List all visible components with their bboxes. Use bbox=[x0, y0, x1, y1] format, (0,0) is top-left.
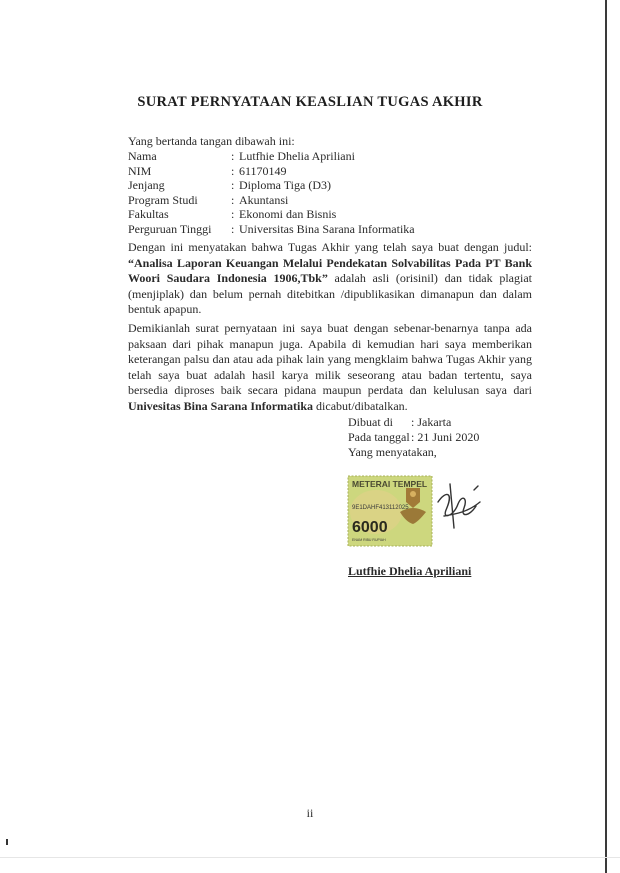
field-row-perguruan-tinggi bbox=[128, 222, 415, 237]
closing-tail: dicabut/dibatalkan. bbox=[316, 398, 408, 413]
date-row bbox=[348, 430, 479, 445]
stamp-serial: 9E1DAHF413112025 bbox=[352, 505, 409, 511]
field-label: Nama bbox=[128, 149, 157, 163]
place-row bbox=[348, 415, 479, 430]
field-separator: : bbox=[231, 178, 235, 193]
field-row-nama bbox=[128, 149, 415, 164]
field-label: Perguruan Tinggi bbox=[128, 221, 212, 236]
field-label: NIM bbox=[128, 163, 152, 178]
field-row-fakultas bbox=[128, 207, 415, 222]
stamp-header: METERAI TEMPEL bbox=[352, 479, 428, 489]
signature-scribble bbox=[438, 484, 480, 528]
field-row-jenjang bbox=[128, 178, 415, 193]
place-label: Dibuat di bbox=[348, 415, 393, 429]
signature-block bbox=[348, 415, 479, 460]
field-label: Program Studi bbox=[128, 192, 198, 207]
stamp-and-signature bbox=[346, 472, 486, 552]
field-value: Ekonomi dan Bisnis bbox=[239, 207, 337, 222]
declaration-paragraph bbox=[128, 240, 532, 318]
field-label: Jenjang bbox=[128, 178, 165, 193]
stamp-caption: ENAM RIBU RUPIAH bbox=[352, 538, 386, 542]
field-value: Diploma Tiga (D3) bbox=[239, 178, 332, 193]
institution-name: Univesitas Bina Sarana Informatika bbox=[128, 398, 314, 413]
closing-paragraph bbox=[128, 321, 532, 415]
scan-edge-right bbox=[605, 0, 607, 873]
closing-line: Yang menyatakan, bbox=[348, 445, 437, 459]
date-value: 21 Juni 2020 bbox=[417, 430, 480, 444]
place-value: Jakarta bbox=[417, 415, 452, 429]
date-separator: : bbox=[411, 430, 415, 444]
field-separator: : bbox=[231, 207, 235, 222]
intro-line: Yang bertanda tangan dibawah ini: bbox=[128, 134, 295, 148]
field-label: Fakultas bbox=[128, 207, 169, 222]
date-label: Pada tanggal bbox=[348, 430, 410, 444]
document-title: SURAT PERNYATAAN KEASLIAN TUGAS AKHIR bbox=[137, 94, 483, 110]
scan-mark bbox=[6, 839, 8, 845]
place-separator: : bbox=[411, 415, 415, 429]
field-separator: : bbox=[231, 221, 235, 236]
scan-edge-bottom bbox=[0, 857, 620, 858]
page-number: ii bbox=[306, 806, 314, 820]
field-value: Universitas Bina Sarana Informatika bbox=[239, 221, 415, 236]
stamp-svg bbox=[346, 472, 486, 552]
stamp-value: 6000 bbox=[352, 519, 388, 536]
thesis-title: “Analisa Laporan Keuangan Melalui Pendekatan Solvabilitas Pada PT Bank Woori Saudara Indonesia 1906,Tbk” bbox=[128, 255, 532, 286]
field-value: Akuntansi bbox=[239, 192, 289, 207]
field-row-nim bbox=[128, 164, 415, 179]
signer-name: Lutfhie Dhelia Apriliani bbox=[348, 564, 472, 578]
identity-fields bbox=[128, 149, 415, 237]
field-value: 61170149 bbox=[239, 163, 287, 178]
field-separator: : bbox=[231, 149, 235, 163]
closing-text: Demikianlah surat pernyataan ini saya buat dengan sebenar-benarnya tanpa ada paksaan dari pihak manapun juga. Apabila di kemudian hari saya memberikan keterangan palsu dan atau ada pihak lain yang mengklaim bahwa Tugas Akhir yang telah saya buat adalah hasil karya milik seseorang atau badan tertentu, saya bersedia diproses baik secara pidana maupun perdata dan kelulusan saya dari bbox=[128, 321, 532, 398]
declaration-lead: Dengan ini menyatakan bahwa Tugas Akhir yang telah saya buat dengan judul: bbox=[128, 240, 532, 254]
declaration-rest: adalah asli (orisinil) dan tidak plagiat (menjiplak) dan belum pernah ditebitkan /dipublikasikan dimanapun dan dalam bentuk apapun. bbox=[128, 271, 532, 317]
field-separator: : bbox=[231, 163, 235, 178]
field-row-program-studi bbox=[128, 193, 415, 208]
field-value: Lutfhie Dhelia Apriliani bbox=[239, 149, 355, 163]
field-separator: : bbox=[231, 192, 235, 207]
